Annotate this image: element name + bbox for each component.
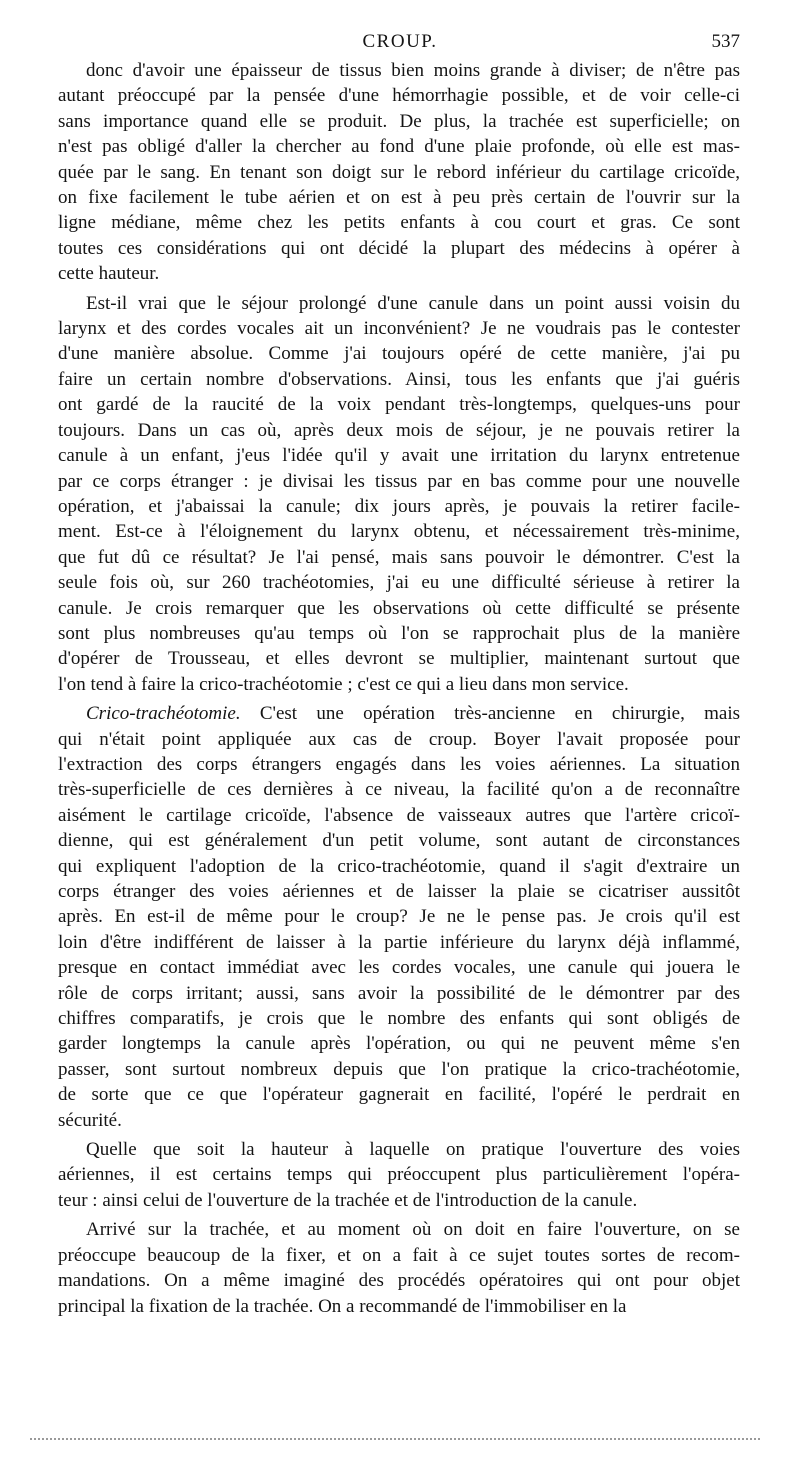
text-line: passer, sont surtout nombreux depuis que l'on pratique la crico-trachéotomie, — [58, 1058, 740, 1080]
text-line: ment. Est-ce à l'éloignement du larynx obtenu, et nécessairement très-minime, — [58, 521, 740, 543]
text-line: donc d'avoir une épaisseur de tissus bien moins grande à diviser; de n'être pas — [86, 60, 740, 81]
text-line: mandations. On a même imaginé des procédés opératoires qui ont pour objet — [58, 1270, 740, 1292]
text-line: Arrivé sur la trachée, et au moment où on doit en faire l'ouverture, on se — [86, 1219, 740, 1241]
text-line: teur : ainsi celui de l'ouverture de la trachée et de l'introduction de la canule. — [58, 1189, 638, 1211]
text-line: sont plus nombreuses qu'au temps où l'on se rapprochait plus de la manière — [58, 622, 740, 644]
text-line: seule fois où, sur 260 trachéotomies, j'ai eu une difficulté sérieuse à retirer la — [58, 572, 740, 594]
page-header — [60, 30, 740, 54]
text-line: toutes ces considérations qui ont décidé la plupart des médecins à opérer à — [58, 237, 740, 259]
text-line: canule. Je crois remarquer que les observations où cette difficulté se présente — [58, 597, 740, 619]
text-line: toujours. Dans un cas où, après deux mois de séjour, je ne pouvais retirer la — [58, 419, 740, 441]
text-line: sécurité. — [58, 1109, 122, 1131]
text-line: qui expliquent l'adoption de la crico-trachéotomie, quand il s'agit d'extraire un — [58, 855, 740, 877]
text-line: larynx et des cordes vocales ait un inconvénient? Je ne voudrais pas le contester — [58, 318, 740, 340]
body-text — [58, 58, 740, 1319]
text-line: d'opérer de Trousseau, et elles devront se multiplier, maintenant surtout que — [58, 648, 740, 670]
text-line: chiffres comparatifs, je crois que le nombre des enfants qui sont obligés de — [58, 1008, 740, 1030]
text-line: aisément le cartilage cricoïde, l'absence de vaisseaux autres que l'artère cricoï- — [58, 804, 740, 826]
paragraph — [58, 291, 740, 698]
text-line: autant préoccupé par la pensée d'une hémorrhagie possible, et de voir celle-ci — [58, 85, 740, 107]
page-number: 537 — [711, 31, 740, 52]
text-line: Est-il vrai que le séjour prolongé d'une canule dans un point aussi voisin du — [86, 292, 740, 314]
text-line: préoccupe beaucoup de la fixer, et on a fait à ce sujet toutes sortes de recom- — [58, 1244, 740, 1266]
text-line: très-superficielle de ces dernières à ce niveau, la facilité qu'on a de reconnaître — [58, 779, 740, 801]
text-line — [58, 701, 740, 726]
bottom-dotted-rule — [30, 1438, 760, 1442]
text-line: l'on tend à faire la crico-trachéotomie ; c'est ce qui a lieu dans mon service. — [58, 673, 629, 695]
paragraph — [58, 58, 740, 287]
text-line: corps étranger des voies aériennes et de laisser la plaie se cicatriser aussitôt — [58, 881, 740, 902]
text-span: C'est une opération très-ancienne en chirurgie, mais — [240, 703, 740, 725]
text-line: par ce corps étranger : je divisai les tissus par en bas comme pour une nouvelle — [58, 470, 740, 492]
text-line: loin d'être indifférent de laisser à la partie inférieure du larynx déjà inflammé, — [58, 931, 740, 953]
paragraph — [58, 1217, 740, 1319]
text-line: dienne, qui est généralement d'un petit volume, sont autant de circonstances — [58, 830, 740, 852]
text-line: canule à un enfant, j'eus l'idée qu'il y avait une irritation du larynx entretenue — [58, 445, 740, 467]
text-line: l'extraction des corps étrangers engagés dans les voies aériennes. La situation — [58, 753, 740, 775]
text-line: que fut dû ce résultat? Je l'ai pensé, mais sans pouvoir le démontrer. C'est la — [58, 546, 740, 568]
text-line: rôle de corps irritant; aussi, sans avoir la possibilité de le démontrer par des — [58, 982, 740, 1004]
text-line: sans importance quand elle se produit. De plus, la trachée est superficielle; on — [58, 110, 740, 132]
text-line: ligne médiane, même chez les petits enfants à cou court et gras. Ce sont — [58, 212, 740, 234]
text-line: garder longtemps la canule après l'opération, ou qui ne peuvent même s'en — [58, 1033, 740, 1055]
text-line: quée par le sang. En tenant son doigt sur le rebord inférieur du cartilage cricoïde, — [58, 161, 740, 183]
text-line: presque en contact immédiat avec les cordes vocales, une canule qui jouera le — [58, 957, 740, 979]
text-line: principal la fixation de la trachée. On a recommandé de l'immobiliser en la — [58, 1295, 627, 1317]
text-line: aériennes, il est certains temps qui préoccupent plus particulièrement l'opéra- — [58, 1164, 740, 1186]
text-line: après. En est-il de même pour le croup? Je ne le pense pas. Je crois qu'il est — [58, 906, 740, 928]
text-line: cette hauteur. — [58, 263, 160, 285]
text-line: on fixe facilement le tube aérien et on est à peu près certain de l'ouvrir sur la — [58, 187, 740, 209]
text-line: qui n'était point appliquée aux cas de croup. Boyer l'avait proposée pour — [58, 728, 740, 750]
paragraph — [58, 701, 740, 1133]
running-title: CROUP. — [362, 31, 438, 52]
text-line: de sorte que ce que l'opérateur gagnerait en facilité, l'opéré le perdrait en — [58, 1084, 740, 1106]
text-line: d'une manière absolue. Comme j'ai toujours opéré de cette manière, j'ai pu — [58, 343, 740, 365]
text-line: Quelle que soit la hauteur à laquelle on pratique l'ouverture des voies — [86, 1139, 740, 1161]
text-line: opération, et j'abaissai la canule; dix jours après, je pouvais la retirer facile- — [58, 495, 740, 517]
paragraph — [58, 1137, 740, 1213]
text-line: n'est pas obligé d'aller la chercher au fond d'une plaie profonde, où elle est mas- — [58, 136, 740, 158]
section-heading-inline: Crico-trachéotomie. — [86, 703, 241, 725]
text-line: ont gardé de la raucité de la voix pendant très-longtemps, quelques-uns pour — [58, 394, 740, 416]
text-line: faire un certain nombre d'observations. Ainsi, tous les enfants que j'ai guéris — [58, 368, 740, 390]
